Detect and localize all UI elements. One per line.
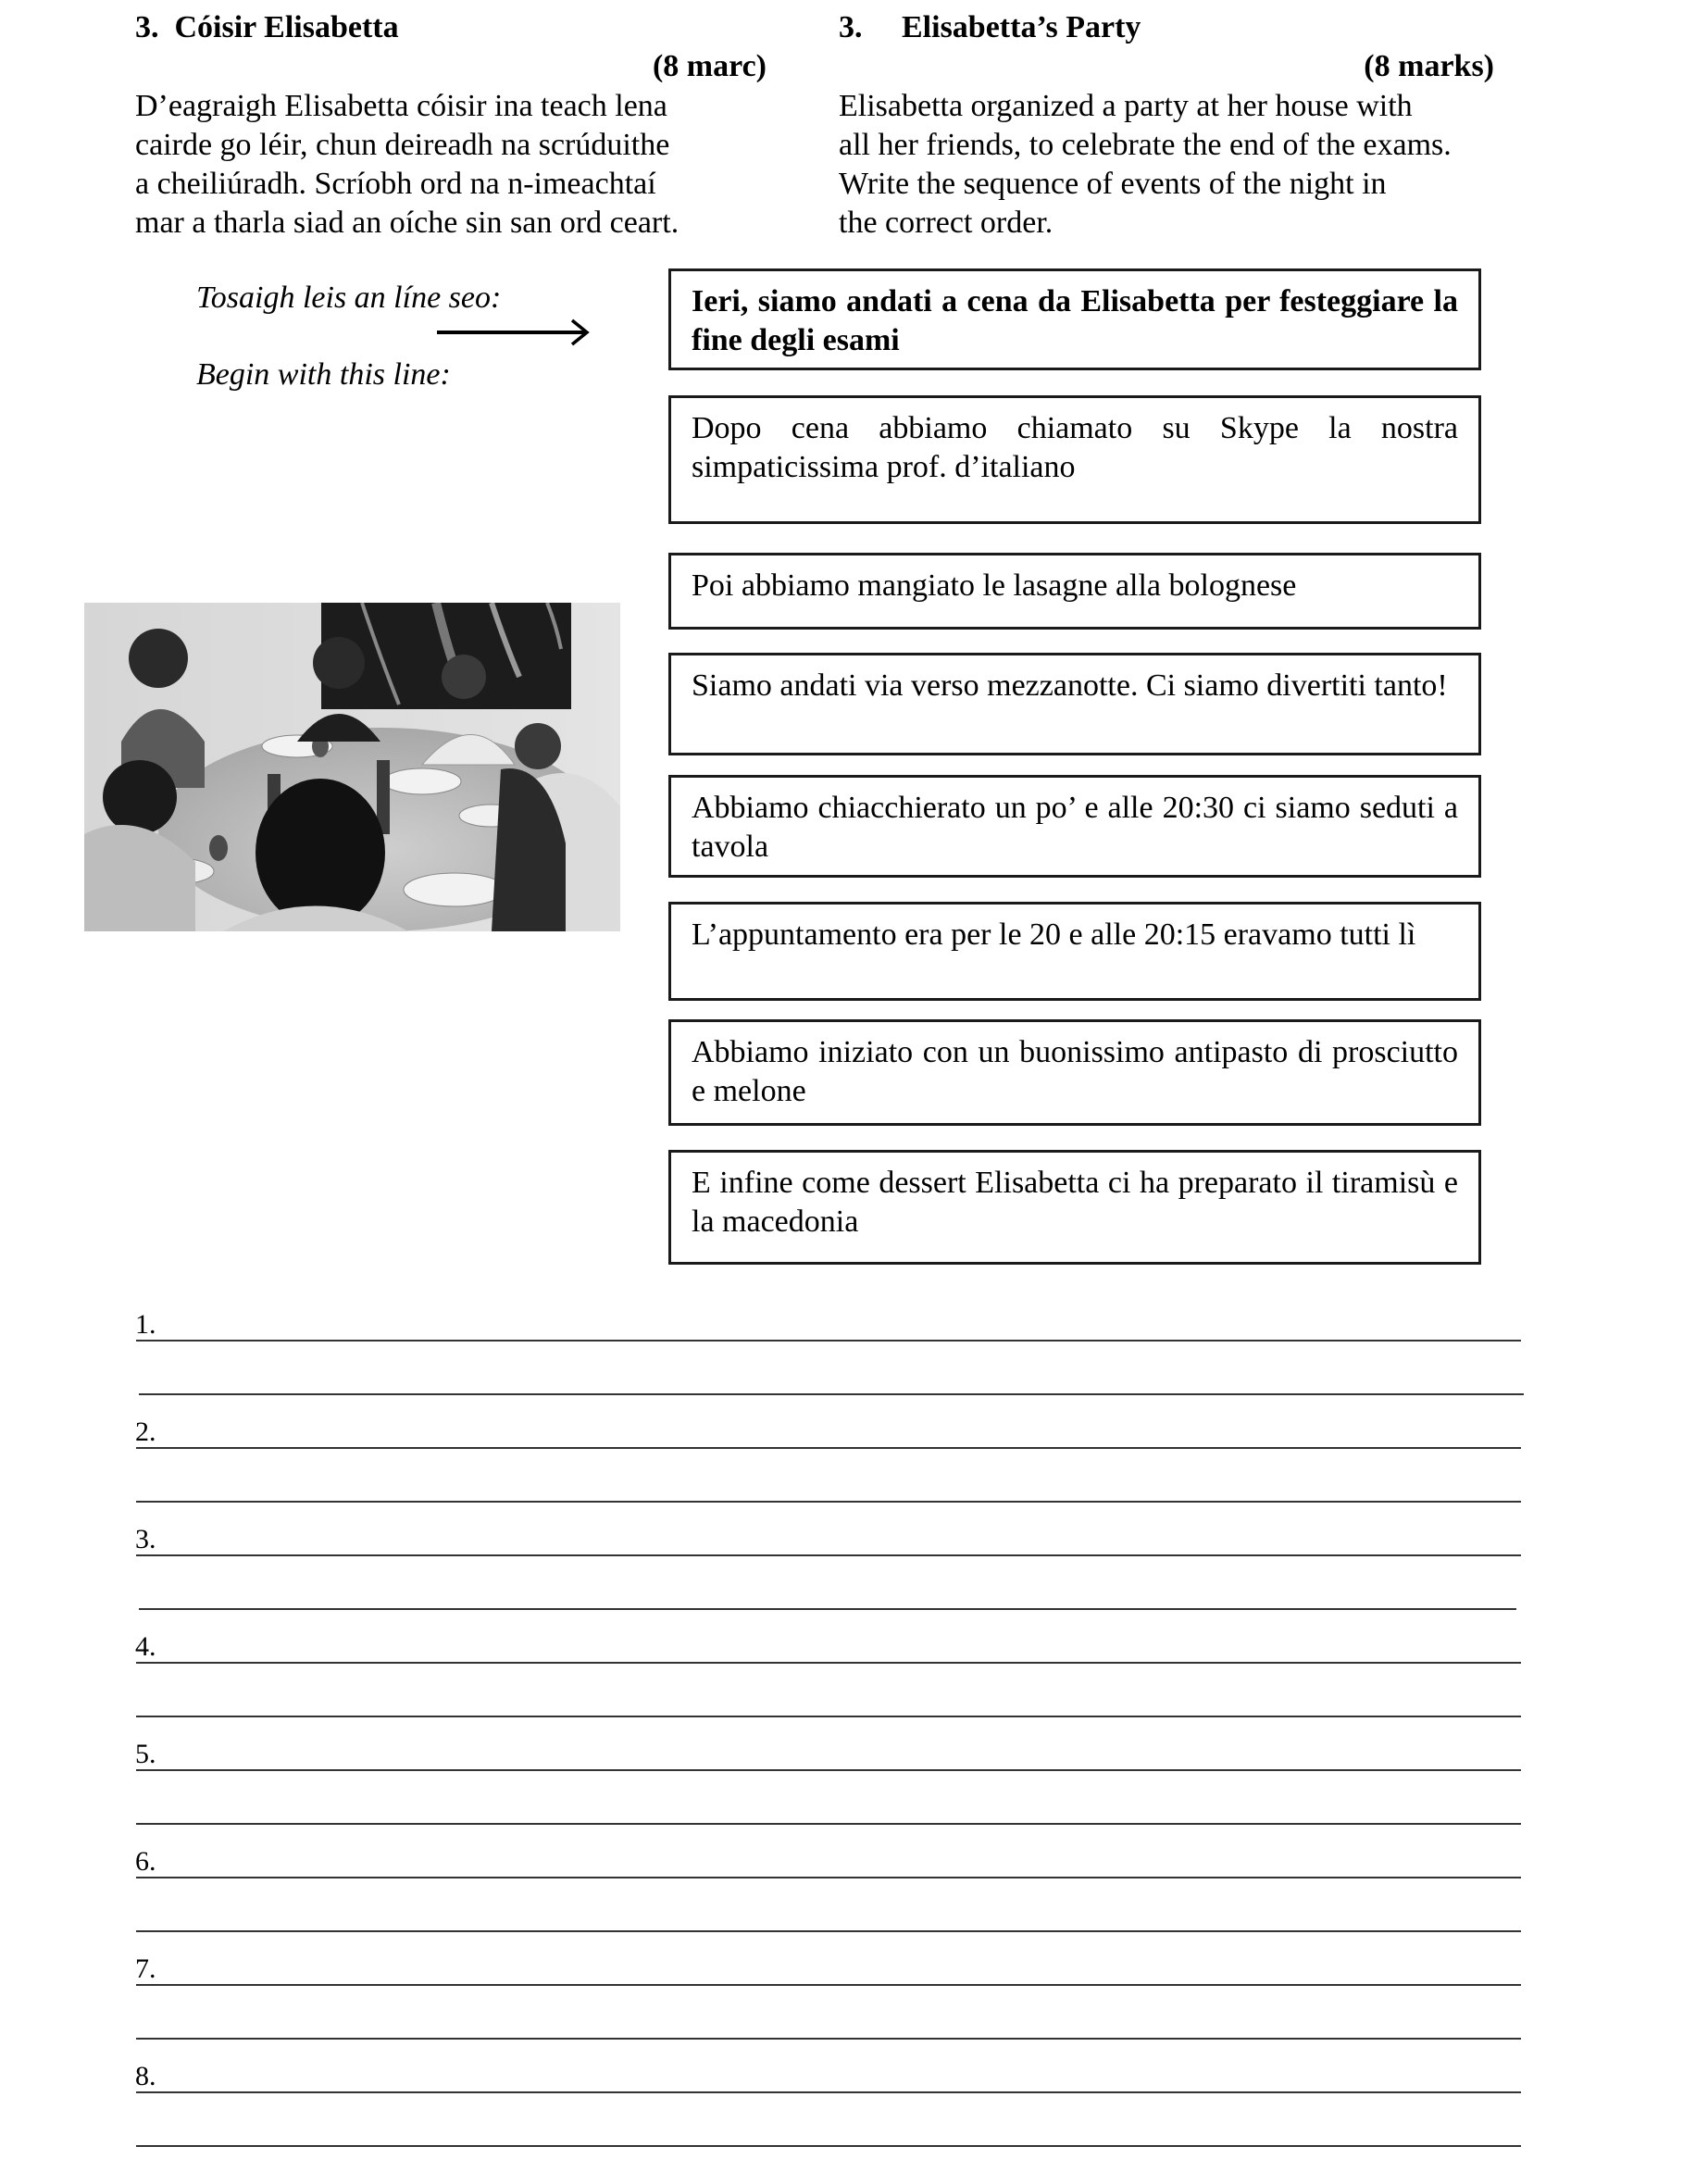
irish-paragraph-line: a cheiliúradh. Scríobh ord na n-imeachtaí: [135, 167, 656, 201]
answer-line-8b[interactable]: [136, 2145, 1521, 2147]
answer-line-8a[interactable]: [136, 2091, 1521, 2093]
english-heading: 3. Elisabetta’s Party: [839, 10, 1141, 44]
sentence-box: Dopo cena abbiamo chiamato su Skype la nostra simpaticissima prof. d’italiano: [668, 395, 1481, 524]
irish-paragraph-line: cairde go léir, chun deireadh na scrúduithe: [135, 128, 670, 162]
irish-paragraph-line: mar a tharla siad an oíche sin san ord ceart.: [135, 206, 679, 240]
answer-line-7b[interactable]: [136, 2038, 1521, 2040]
sentence-box: Abbiamo iniziato con un buonissimo antipasto di prosciutto e melone: [668, 1019, 1481, 1126]
english-paragraph-line: the correct order.: [839, 206, 1053, 240]
answer-number: 2.: [135, 1416, 156, 1447]
answer-line-2a[interactable]: [136, 1447, 1521, 1449]
answer-line-3a[interactable]: [136, 1554, 1521, 1556]
right-arrow-icon: [437, 318, 592, 346]
answer-number: 7.: [135, 1953, 156, 1984]
instruction-irish: Tosaigh leis an líne seo:: [196, 281, 502, 315]
irish-marks: (8 marc): [652, 49, 767, 83]
answer-line-7a[interactable]: [136, 1984, 1521, 1986]
irish-paragraph-line: D’eagraigh Elisabetta cóisir ina teach lena: [135, 89, 667, 123]
sentence-box: E infine come dessert Elisabetta ci ha preparato il tiramisù e la macedonia: [668, 1150, 1481, 1265]
answer-line-1a[interactable]: [136, 1340, 1521, 1342]
english-paragraph-line: Elisabetta organized a party at her house with: [839, 89, 1413, 123]
english-marks: (8 marks): [1364, 49, 1494, 83]
answer-line-6a[interactable]: [136, 1877, 1521, 1878]
answer-number: 6.: [135, 1846, 156, 1877]
english-paragraph-line: all her friends, to celebrate the end of the exams.: [839, 128, 1452, 162]
answer-line-2b[interactable]: [136, 1501, 1521, 1503]
irish-heading: 3. Cóisir Elisabetta: [135, 10, 399, 44]
sentence-box: L’appuntamento era per le 20 e alle 20:15 eravamo tutti lì: [668, 902, 1481, 1001]
answer-number: 4.: [135, 1631, 156, 1662]
answer-number: 3.: [135, 1524, 156, 1554]
instruction-english: Begin with this line:: [196, 357, 451, 392]
answer-line-4b[interactable]: [136, 1716, 1521, 1717]
answer-number: 1.: [135, 1309, 156, 1340]
answer-number: 5.: [135, 1739, 156, 1769]
answer-line-3b[interactable]: [139, 1608, 1516, 1610]
answer-line-6b[interactable]: [136, 1930, 1521, 1932]
english-paragraph: [839, 87, 1524, 243]
sentence-box: Siamo andati via verso mezzanotte. Ci siamo divertiti tanto!: [668, 653, 1481, 755]
english-paragraph-line: Write the sequence of events of the night in: [839, 167, 1387, 201]
answer-line-5a[interactable]: [136, 1769, 1521, 1771]
answer-line-5b[interactable]: [136, 1823, 1521, 1825]
photo-illustration: [84, 603, 620, 931]
sentence-box-start: Ieri, siamo andati a cena da Elisabetta per festeggiare la fine degli esami: [668, 268, 1481, 370]
sentence-box: Abbiamo chiacchierato un po’ e alle 20:30 ci siamo seduti a tavola: [668, 775, 1481, 878]
irish-paragraph: [135, 87, 783, 243]
dinner-party-photo: [84, 603, 620, 931]
answer-line-4a[interactable]: [136, 1662, 1521, 1664]
answer-number: 8.: [135, 2061, 156, 2091]
answer-line-1b[interactable]: [139, 1393, 1524, 1395]
sentence-box: Poi abbiamo mangiato le lasagne alla bolognese: [668, 553, 1481, 630]
